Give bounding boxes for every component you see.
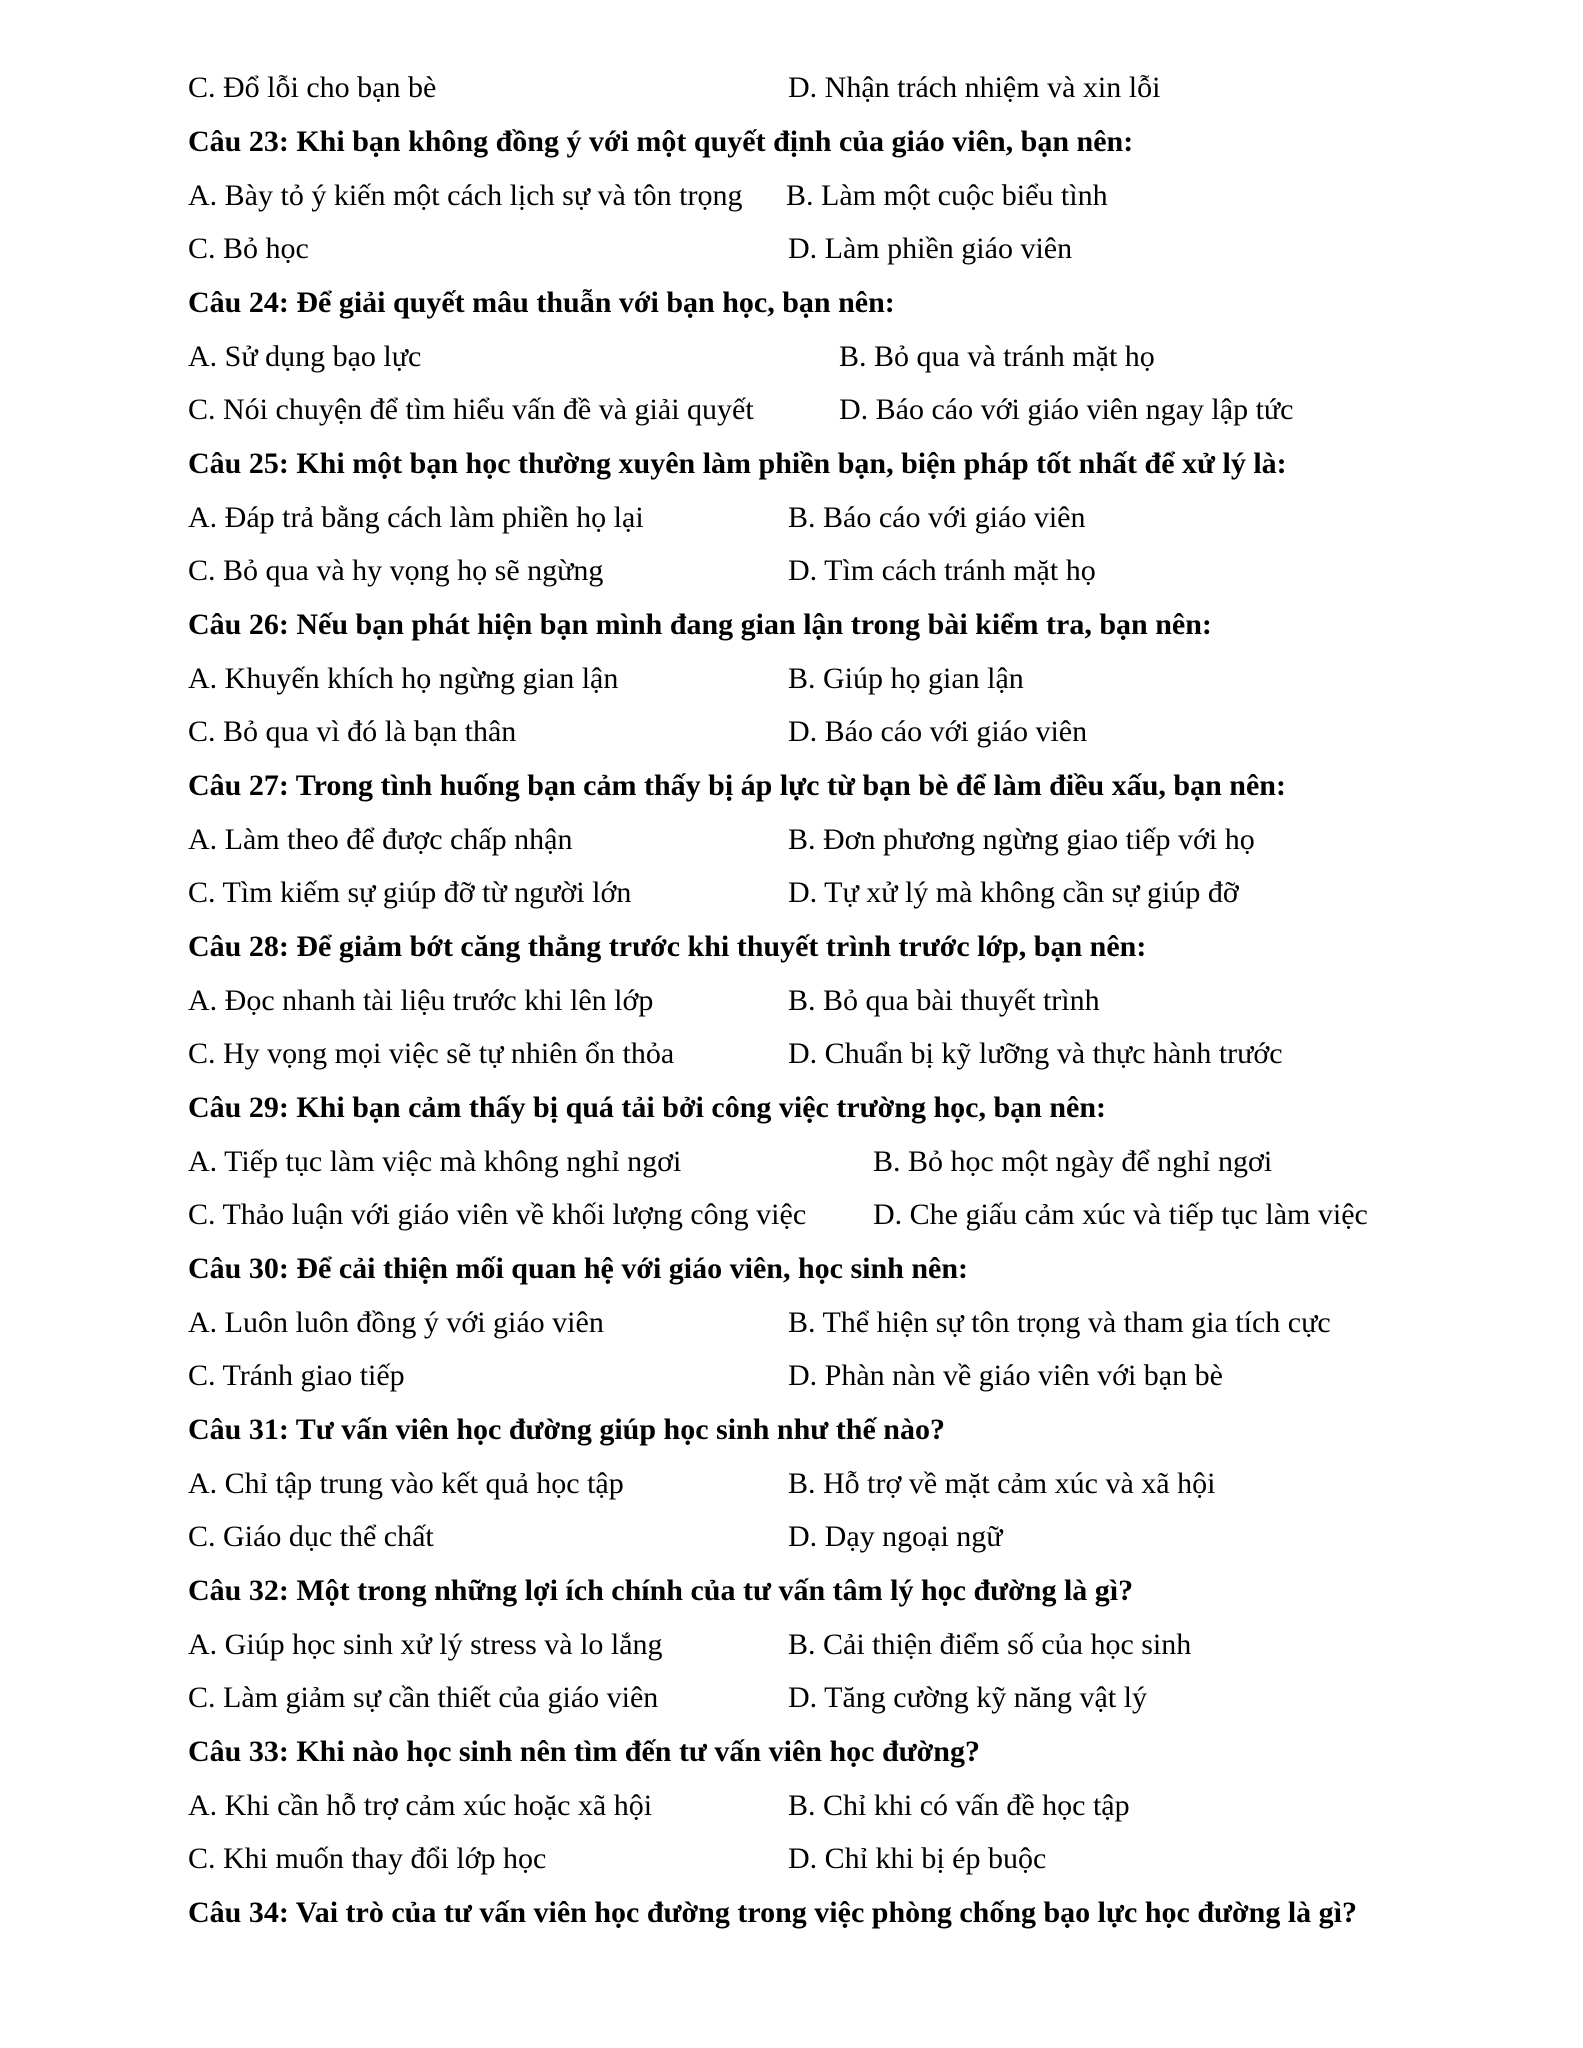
option-a: A. Chỉ tập trung vào kết quả học tập <box>188 1467 624 1500</box>
option-b: B. Thể hiện sự tôn trọng và tham gia tích cực <box>788 1306 1331 1339</box>
option-a: A. Giúp học sinh xử lý stress và lo lắng <box>188 1628 663 1661</box>
answer-row <box>188 1034 1543 1074</box>
option-b: B. Đơn phương ngừng giao tiếp với họ <box>788 823 1255 856</box>
option-b: B. Bỏ học một ngày để nghỉ ngơi <box>873 1145 1273 1178</box>
option-a: A. Khuyến khích họ ngừng gian lận <box>188 662 619 695</box>
answer-row <box>188 712 1543 752</box>
answer-row <box>188 873 1543 913</box>
answer-row <box>188 820 1543 860</box>
option-d: D. Tự xử lý mà không cần sự giúp đỡ <box>788 876 1239 909</box>
option-d: D. Nhận trách nhiệm và xin lỗi <box>788 71 1161 104</box>
option-d: D. Chỉ khi bị ép buộc <box>788 1842 1047 1875</box>
option-b: B. Chỉ khi có vấn đề học tập <box>788 1789 1130 1822</box>
answer-row <box>188 1625 1543 1665</box>
option-c: C. Tìm kiếm sự giúp đỡ từ người lớn <box>188 876 632 909</box>
answer-row <box>188 1195 1543 1235</box>
option-a: A. Sử dụng bạo lực <box>188 340 422 373</box>
question-title: Câu 26: Nếu bạn phát hiện bạn mình đang gian lận trong bài kiểm tra, bạn nên: <box>188 608 1212 641</box>
option-d: D. Che giấu cảm xúc và tiếp tục làm việc <box>873 1198 1368 1231</box>
answer-row <box>188 1839 1543 1879</box>
question-title: Câu 33: Khi nào học sinh nên tìm đến tư vấn viên học đường? <box>188 1735 980 1768</box>
option-c: C. Bỏ qua và hy vọng họ sẽ ngừng <box>188 554 604 587</box>
option-d: D. Chuẩn bị kỹ lưỡng và thực hành trước <box>788 1037 1283 1070</box>
question-title: Câu 32: Một trong những lợi ích chính của tư vấn tâm lý học đường là gì? <box>188 1574 1134 1607</box>
option-b: B. Bỏ qua và tránh mặt họ <box>839 340 1155 373</box>
option-a: A. Làm theo để được chấp nhận <box>188 823 573 856</box>
option-c: C. Đổ lỗi cho bạn bè <box>188 71 437 104</box>
option-d: D. Dạy ngoại ngữ <box>788 1520 1003 1553</box>
option-a: A. Tiếp tục làm việc mà không nghỉ ngơi <box>188 1145 682 1178</box>
option-c: C. Nói chuyện để tìm hiểu vấn đề và giải quyết <box>188 393 754 426</box>
question-title: Câu 28: Để giảm bớt căng thẳng trước khi thuyết trình trước lớp, bạn nên: <box>188 930 1147 963</box>
option-c: C. Bỏ qua vì đó là bạn thân <box>188 715 517 748</box>
option-d: D. Tìm cách tránh mặt họ <box>788 554 1096 587</box>
answer-row <box>188 1142 1543 1182</box>
option-d: D. Báo cáo với giáo viên <box>788 715 1088 748</box>
option-c: C. Làm giảm sự cần thiết của giáo viên <box>188 1681 659 1714</box>
option-b: B. Bỏ qua bài thuyết trình <box>788 984 1100 1017</box>
option-b: B. Làm một cuộc biểu tình <box>786 179 1108 212</box>
question-title: Câu 30: Để cải thiện mối quan hệ với giáo viên, học sinh nên: <box>188 1252 969 1285</box>
option-c: C. Hy vọng mọi việc sẽ tự nhiên ổn thỏa <box>188 1037 675 1070</box>
option-b: B. Giúp họ gian lận <box>788 662 1024 695</box>
answer-row <box>188 1464 1543 1504</box>
option-d: D. Báo cáo với giáo viên ngay lập tức <box>839 393 1294 426</box>
answer-row <box>188 337 1543 377</box>
option-b: B. Hỗ trợ về mặt cảm xúc và xã hội <box>788 1467 1216 1500</box>
answer-row <box>188 176 1543 216</box>
answer-row <box>188 229 1543 269</box>
option-c: C. Khi muốn thay đổi lớp học <box>188 1842 547 1875</box>
option-c: C. Thảo luận với giáo viên về khối lượng công việc <box>188 1198 807 1231</box>
option-a: A. Đáp trả bằng cách làm phiền họ lại <box>188 501 644 534</box>
answer-row <box>188 981 1543 1021</box>
question-title: Câu 29: Khi bạn cảm thấy bị quá tải bởi công việc trường học, bạn nên: <box>188 1091 1107 1124</box>
answer-row <box>188 659 1543 699</box>
option-c: C. Bỏ học <box>188 232 309 265</box>
option-c: C. Giáo dục thể chất <box>188 1520 434 1553</box>
answer-row <box>188 1678 1543 1718</box>
answer-row <box>188 1786 1543 1826</box>
option-a: A. Bày tỏ ý kiến một cách lịch sự và tôn trọng <box>188 179 743 212</box>
answer-row <box>188 1356 1543 1396</box>
option-a: A. Luôn luôn đồng ý với giáo viên <box>188 1306 604 1339</box>
question-title: Câu 23: Khi bạn không đồng ý với một quyết định của giáo viên, bạn nên: <box>188 125 1134 158</box>
option-d: D. Làm phiền giáo viên <box>788 232 1073 265</box>
question-title: Câu 27: Trong tình huống bạn cảm thấy bị áp lực từ bạn bè để làm điều xấu, bạn nên: <box>188 769 1286 802</box>
question-title: Câu 24: Để giải quyết mâu thuẫn với bạn học, bạn nên: <box>188 286 895 319</box>
answer-row <box>188 498 1543 538</box>
answer-row <box>188 1303 1543 1343</box>
option-b: B. Báo cáo với giáo viên <box>788 501 1086 534</box>
answer-row <box>188 551 1543 591</box>
answer-row <box>188 390 1543 430</box>
answer-row <box>188 68 1543 108</box>
option-d: D. Phàn nàn về giáo viên với bạn bè <box>788 1359 1223 1392</box>
question-title: Câu 31: Tư vấn viên học đường giúp học sinh như thế nào? <box>188 1413 945 1446</box>
question-title: Câu 25: Khi một bạn học thường xuyên làm phiền bạn, biện pháp tốt nhất để xử lý là: <box>188 447 1287 480</box>
answer-row <box>188 1517 1543 1557</box>
option-d: D. Tăng cường kỹ năng vật lý <box>788 1681 1148 1714</box>
option-b: B. Cải thiện điểm số của học sinh <box>788 1628 1192 1661</box>
option-a: A. Khi cần hỗ trợ cảm xúc hoặc xã hội <box>188 1789 653 1822</box>
option-c: C. Tránh giao tiếp <box>188 1359 405 1392</box>
option-a: A. Đọc nhanh tài liệu trước khi lên lớp <box>188 984 654 1017</box>
question-title: Câu 34: Vai trò của tư vấn viên học đường trong việc phòng chống bạo lực học đường là gì? <box>188 1896 1357 1929</box>
